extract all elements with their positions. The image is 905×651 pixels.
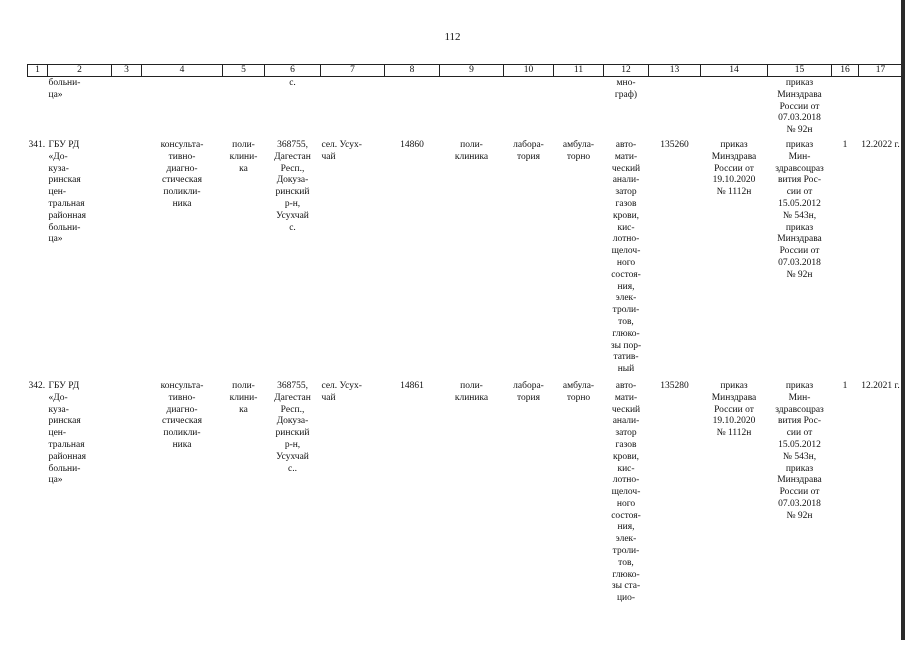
cell-room: лабора- тория [513, 139, 544, 162]
cell-unit-type: поли- клини- ка [229, 139, 258, 174]
column-header: 6 [265, 65, 321, 77]
page-number: 112 [444, 31, 461, 43]
cell-department: поли- клиника [454, 139, 489, 162]
cell-equipment: авто- мати- ческий анали- затор газов крови, кис- лотно- щелоч- ного состоя- ния, элек- троли- тов, глюко- зы пор- татив- ный [610, 139, 642, 375]
cell-number: 341. [28, 139, 46, 150]
column-header: 12 [604, 65, 649, 77]
column-header: 5 [223, 65, 265, 77]
cell-date: 12.2022 г. [861, 139, 900, 150]
register-table [27, 64, 903, 651]
cell-care-form: амбула- торно [562, 139, 595, 162]
column-header: 2 [48, 65, 112, 77]
cell-organization: больни- ца» [48, 78, 81, 100]
table-row [28, 376, 903, 651]
cell-quantity: 1 [842, 139, 848, 150]
scan-edge [901, 0, 905, 640]
cell-subdivision: консульта- тивно- диагно- стическая поликли- ника [160, 380, 204, 450]
column-header: 1 [28, 65, 48, 77]
cell-address: 368755, Дагестан Респ., Докуза- ринский р-н, Усухчай с.. [274, 380, 311, 474]
cell-address: с. [289, 78, 296, 88]
cell-standard: приказ Мин- здравсоцраз вития Рос- сии от 15.05.2012 № 543н, приказ Минздрава России от 07.03.2018 № 92н [775, 380, 824, 521]
column-header: 16 [832, 65, 859, 77]
column-header: 9 [440, 65, 504, 77]
table-row [28, 137, 903, 376]
column-header: 7 [321, 65, 385, 77]
continuation-row [28, 77, 903, 137]
cell-equipment-code: 135260 [660, 139, 689, 150]
column-header: 14 [701, 65, 768, 77]
cell-care-form: амбула- торно [562, 380, 595, 403]
column-number-row [28, 65, 903, 77]
cell-locality: сел. Усух- чай [321, 139, 362, 162]
cell-organization: ГБУ РД «До- куза- ринская цен- тральная районная больни- ца» [48, 139, 87, 245]
column-header: 3 [112, 65, 142, 77]
cell-standard: приказ Минздрава России от 07.03.2018 № 92н [777, 78, 822, 136]
cell-order: приказ Минздрава России от 19.10.2020 № 1112н [711, 380, 757, 439]
column-header: 8 [385, 65, 440, 77]
cell-equipment: мно- граф) [614, 78, 638, 100]
cell-code: 14860 [400, 139, 424, 150]
column-header: 13 [649, 65, 701, 77]
cell-department: поли- клиника [454, 380, 489, 403]
column-header: 15 [768, 65, 832, 77]
cell-equipment: авто- мати- ческий анали- затор газов крови, кис- лотно- щелоч- ного состоя- ния, элек- троли- тов, глюко- зы ста- цио- [611, 380, 641, 604]
cell-unit-type: поли- клини- ка [229, 380, 258, 415]
cell-address: 368755, Дагестан Респ., Докуза- ринский р-н, Усухчай с. [274, 139, 311, 233]
column-header: 10 [504, 65, 554, 77]
column-header: 17 [859, 65, 903, 77]
cell-standard: приказ Мин- здравсоцраз вития Рос- сии от 15.05.2012 № 543н, приказ Минздрава России от 07.03.2018 № 92н [775, 139, 824, 280]
cell-quantity: 1 [842, 380, 848, 391]
cell-code: 14861 [400, 380, 424, 391]
cell-number: 342. [28, 380, 46, 391]
cell-order: приказ Минздрава России от 19.10.2020 № 1112н [711, 139, 757, 198]
cell-subdivision: консульта- тивно- диагно- стическая поликли- ника [160, 139, 204, 209]
column-header: 11 [554, 65, 604, 77]
column-header: 4 [142, 65, 223, 77]
cell-organization: ГБУ РД «До- куза- ринская цен- тральная районная больни- ца» [48, 380, 87, 486]
cell-room: лабора- тория [513, 380, 544, 403]
cell-locality: сел. Усух- чай [321, 380, 362, 403]
cell-equipment-code: 135280 [660, 380, 689, 391]
cell-date: 12.2021 г. [861, 380, 900, 391]
